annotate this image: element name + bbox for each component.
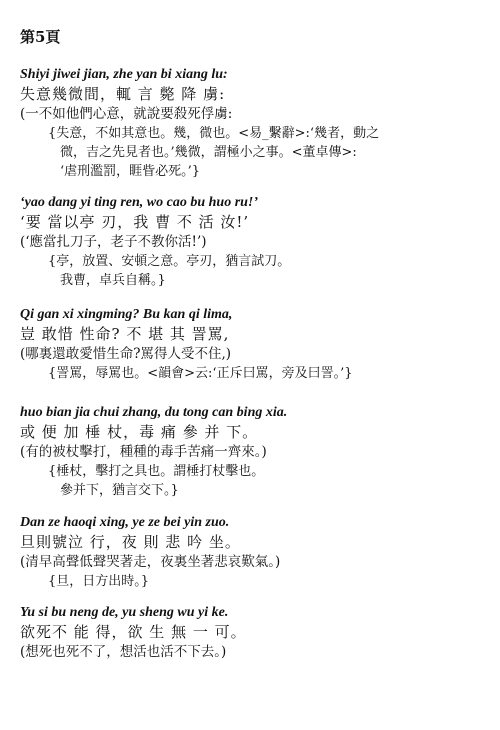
pinyin-line: Yu si bu neng de, yu sheng wu yi ke. <box>20 605 229 620</box>
translation-line: (有的被杖擊打，種種的毒手苦痛一齊來。) <box>20 444 267 460</box>
pinyin-line: Dan ze haoqi xing, ye ze bei yin zuo. <box>20 515 230 530</box>
translation-line: (哪裏還敢愛惜生命?罵得人受不住,) <box>20 346 232 362</box>
chinese-line: 或 便 加 棰 杖，毒 痛 參 并 下。 <box>20 423 259 441</box>
chinese-line: 旦則號泣 行，夜 則 悲 吟 坐。 <box>20 533 241 551</box>
annotation-line: 微，吉之先見者也。’幾微，謂極小之事。<董卓傳>: <box>60 145 357 160</box>
pinyin-line: Shiyi jiwei jian, zhe yan bi xiang lu: <box>20 67 228 82</box>
annotation-line: {旦，日方出時。} <box>48 574 150 589</box>
page-header: 第5頁 <box>20 28 61 46</box>
chinese-line: ‘要 當以亭 刃，我 曹 不 活 汝!’ <box>20 213 250 231</box>
annotation-line: {失意，不如其意也。幾，微也。<易_繫辭>:‘幾者，動之 <box>48 126 380 141</box>
stanza-6 <box>20 604 485 662</box>
stanza-5 <box>20 514 485 591</box>
translation-line: (‘應當扎刀子，老子不教你活!’) <box>20 234 207 250</box>
annotation-line: ‘虐刑濫罰，睚眥必死。’} <box>60 164 201 179</box>
pinyin-line: huo bian jia chui zhang, du tong can bing xia. <box>20 405 288 420</box>
stanza-1 <box>20 66 485 181</box>
annotation-line: 我曹，卓兵自稱。} <box>60 273 166 288</box>
translation-line: (清早高聲低聲哭著走，夜裏坐著悲哀歎氣。) <box>20 554 281 570</box>
stanza-4 <box>20 404 485 500</box>
pinyin-line: ‘yao dang yi ting ren, wo cao bu huo ru!’ <box>20 195 259 210</box>
chinese-line: 豈 敢惜 性命? 不 堪 其 詈罵, <box>20 325 230 343</box>
translation-line: (想死也死不了，想活也活不下去。) <box>20 644 227 660</box>
annotation-line: 參并下，猶言交下。} <box>60 483 179 498</box>
pinyin-line: Qi gan xi xingming? Bu kan qi lima, <box>20 307 233 322</box>
annotation-line: {詈罵，辱罵也。<韻會>云:‘正斥曰罵，旁及曰詈。’} <box>48 366 353 381</box>
stanza-2 <box>20 194 485 290</box>
stanza-3 <box>20 306 485 383</box>
chinese-line: 失意幾微間，輒 言 斃 降 虜: <box>20 85 226 103</box>
annotation-line: {亭，放置、安頓之意。亭刃，猶言試刀。 <box>48 254 291 269</box>
chinese-line: 欲死不 能 得，欲 生 無 一 可。 <box>20 623 247 641</box>
translation-line: (一不如他們心意，就說要殺死俘虜: <box>20 106 233 122</box>
annotation-line: {棰杖，擊打之具也。謂棰打杖擊也。 <box>48 464 265 479</box>
